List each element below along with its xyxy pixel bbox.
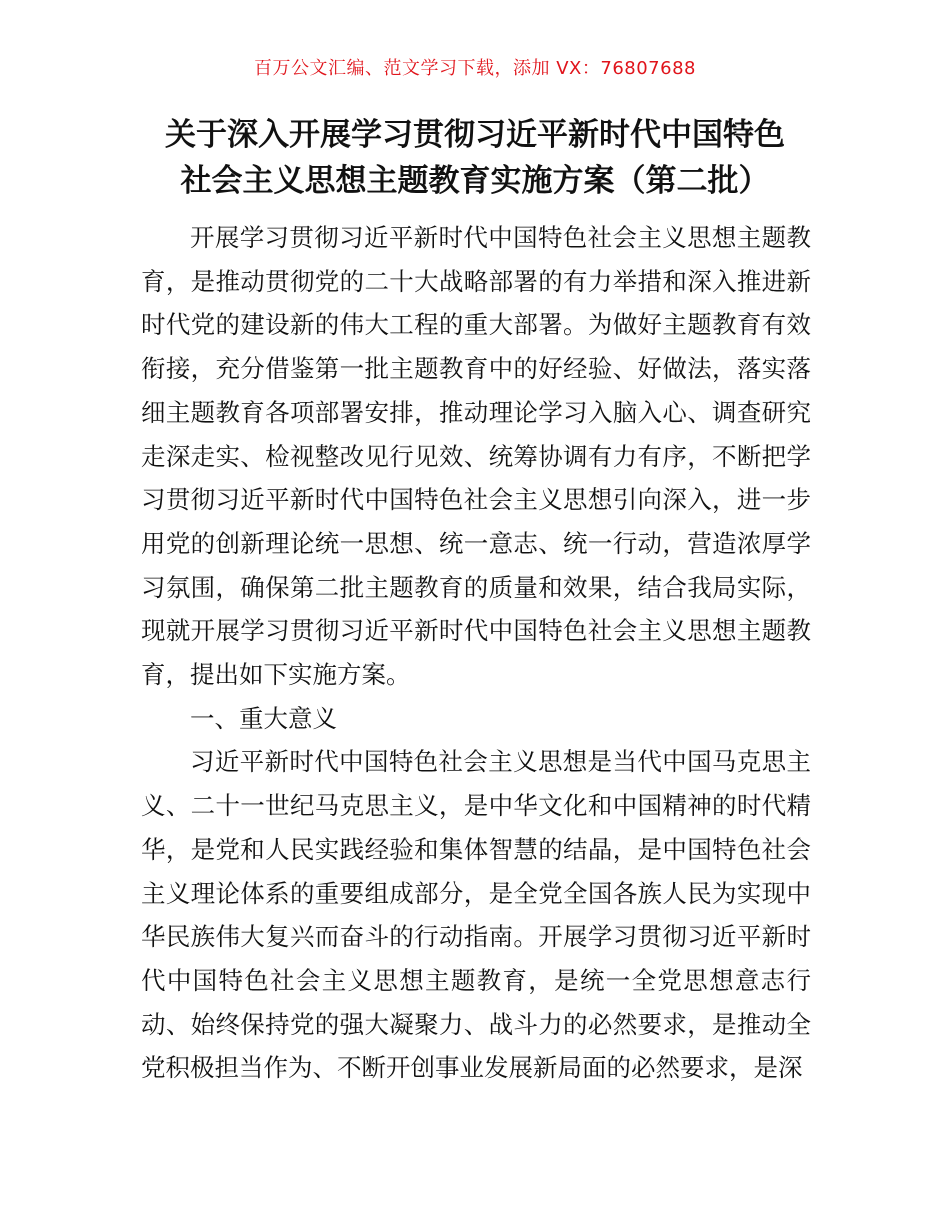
paragraph-significance: 习近平新时代中国特色社会主义思想是当代中国马克思主义、二十一世纪马克思主义，是中华文化和中国精神的时代精华，是党和人民实践经验和集体智慧的结晶，是中国特色社会主义理论体系的重要组成部分，是全党全国各族人民为实现中华民族伟大复兴而奋斗的行动指南。开展学习贯彻习近平新时代中国特色社会主义思想主题教育，是统一全党思想意志行动、始终保持党的强大凝聚力、战斗力的必然要求，是推动全党积极担当作为、不断开创事业发展新局面的必然要求，是深 bbox=[141, 747, 811, 1083]
paragraph-intro: 开展学习贯彻习近平新时代中国特色社会主义思想主题教育，是推动贯彻党的二十大战略部署的有力举措和深入推进新时代党的建设新的伟大工程的重大部署。为做好主题教育有效衔接，充分借鉴第一批主题教育中的好经验、好做法，落实落细主题教育各项部署安排，推动理论学习入脑入心、调查研究走深走实、检视整改见行见效、统筹协调有力有序，不断把学习贯彻习近平新时代中国特色社会主义思想引向深入，进一步用党的创新理论统一思想、统一意志、统一行动，营造浓厚学习氛围，确保第二批主题教育的质量和效果，结合我局实际，现就开展学习贯彻习近平新时代中国特色社会主义思想主题教育，提出如下实施方案。 bbox=[141, 223, 811, 690]
watermark-header: 百万公文汇编、范文学习下载，添加 VX：76807688 bbox=[254, 58, 696, 79]
document-title-line-1: 关于深入开展学习贯彻习近平新时代中国特色 bbox=[165, 117, 785, 153]
document-title-line-2: 社会主义思想主题教育实施方案（第二批） bbox=[180, 163, 770, 199]
document-body bbox=[141, 216, 811, 1090]
document-title bbox=[110, 112, 840, 204]
section-heading-significance: 一、重大意义 bbox=[190, 703, 337, 733]
